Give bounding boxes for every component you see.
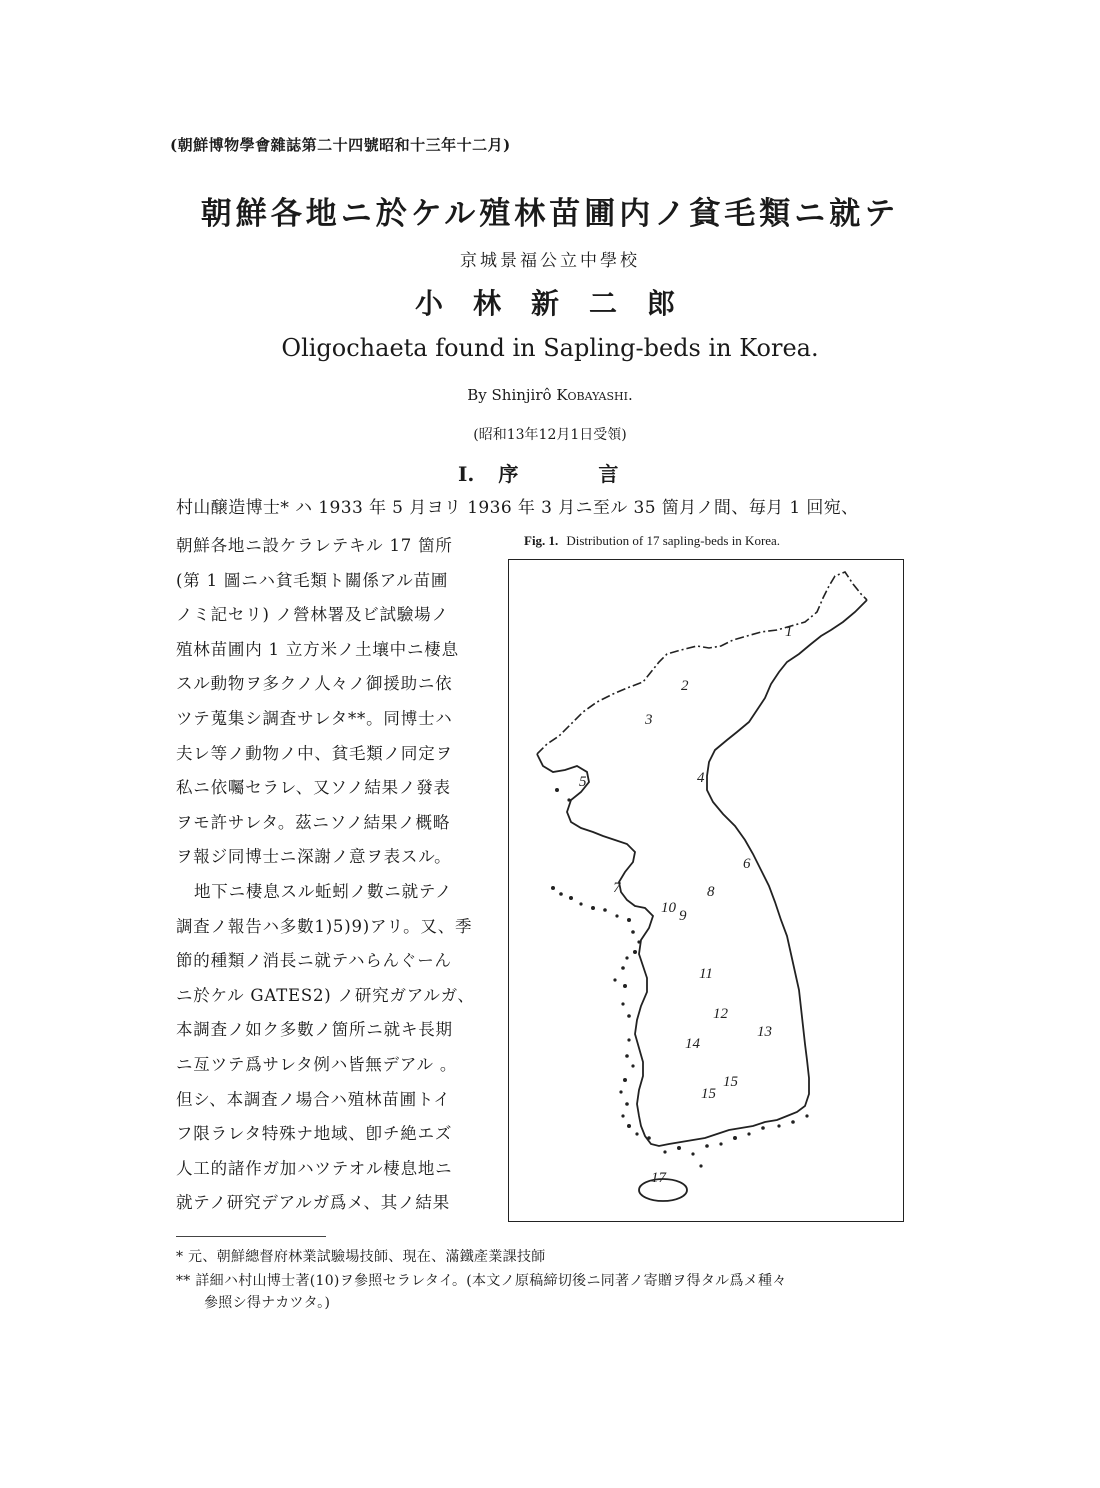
- section-title: 序言: [498, 462, 699, 486]
- journal-reference: (朝鮮博物學會雜誌第二十四號昭和十三年十二月): [170, 136, 511, 154]
- body-line: 朝鮮各地ニ設ケラレテキル 17 箇所: [176, 536, 453, 555]
- korea-map-figure: [508, 559, 904, 1222]
- figure-caption: [524, 533, 780, 549]
- author-name-japanese: 小林新二郎: [414, 287, 705, 320]
- site-label-3: 3: [645, 712, 653, 728]
- footnote-2: ** 詳細ハ村山博士著(10)ヲ參照セラレタイ。(本文ノ原稿締切後ニ同著ノ寄贈ヲ得タル爲メ種々: [176, 1273, 787, 1289]
- figure-caption-text: Distribution of 17 sapling-beds in Korea.: [566, 533, 781, 548]
- received-date: (昭和13年12月1日受領): [473, 427, 627, 443]
- body-line: ニ於ケル GATES2) ノ研究ガアルガ、: [176, 985, 475, 1005]
- section-number: I.: [458, 462, 475, 486]
- coastline: [537, 600, 867, 1146]
- body-line: 地下ニ棲息スル蚯蚓ノ數ニ就テノ: [194, 881, 453, 901]
- body-line: ニ亙ツテ爲サレタ例ハ皆無デアル 。: [176, 1054, 458, 1074]
- body-text-column: [176, 532, 506, 1224]
- site-label-17: 17: [651, 1170, 666, 1186]
- paper-title-english: Oligochaeta found in Sapling-beds in Korea.: [281, 334, 819, 362]
- body-line: 調査ノ報告ハ多數1)5)9)アリ。又、季: [176, 916, 473, 936]
- body-line: 人工的諸作ガ加ハツテオル棲息地ニ: [176, 1158, 453, 1178]
- body-line: 私ニ依囑セラレ、又ソノ結果ノ發表: [176, 778, 451, 798]
- site-label-12: 12: [713, 1006, 728, 1022]
- footnote-2-continued: 參照シ得ナカツタ。): [204, 1295, 331, 1311]
- author-affiliation: 京城景福公立中學校: [460, 251, 640, 271]
- body-line: ヲ報ジ同博士ニ深謝ノ意ヲ表スル。: [176, 847, 452, 867]
- western-islands: [551, 788, 809, 1168]
- body-line: ヲモ許サレタ。茲ニソノ結果ノ概略: [176, 812, 451, 832]
- body-line: 就テノ研究デアルガ爲メ、其ノ結果: [176, 1193, 450, 1213]
- body-first-line: 村山醸造博士* ハ 1933 年 5 月ヨリ 1936 年 3 月ニ至ル 35 箇月ノ間、毎月 1 回宛、: [176, 498, 859, 518]
- site-label-9: 9: [679, 908, 687, 924]
- body-line: 殖林苗圃内 1 立方米ノ土壤中ニ棲息: [176, 639, 459, 659]
- site-label-4: 4: [697, 770, 705, 786]
- author-surname: Kobayashi.: [556, 386, 633, 404]
- body-line: ノミ記セリ) ノ營林署及ビ試驗場ノ: [176, 605, 449, 625]
- site-label-13: 13: [757, 1024, 772, 1040]
- site-label-15b: 15: [723, 1074, 738, 1090]
- body-line: 節的種類ノ消長ニ就テハらんぐーん: [176, 951, 452, 971]
- author-name-english: [0, 386, 1100, 404]
- site-label-8: 8: [707, 884, 715, 900]
- footnote-1: * 元、朝鮮總督府林業試驗場技師、現在、滿鐵產業課技師: [176, 1249, 546, 1265]
- site-label-6: 6: [743, 856, 751, 872]
- author-by-line: By Shinjirô: [467, 386, 557, 404]
- paper-title-japanese: 朝鮮各地ニ於ケル殖林苗圃内ノ貧毛類ニ就テ: [200, 196, 900, 232]
- site-label-7: 7: [613, 880, 621, 896]
- site-label-2: 2: [681, 678, 689, 694]
- body-line: 本調査ノ如ク多數ノ箇所ニ就キ長期: [176, 1020, 453, 1040]
- body-line: (第 1 圖ニハ貧毛類ト關係アル苗圃: [176, 570, 449, 590]
- body-line: 夫レ等ノ動物ノ中、貧毛類ノ同定ヲ: [176, 743, 453, 763]
- site-label-1: 1: [785, 624, 793, 640]
- footnote-rule: [176, 1236, 326, 1237]
- site-label-15a: 15: [701, 1086, 716, 1102]
- site-label-11: 11: [699, 966, 713, 982]
- korea-map: [509, 560, 905, 1223]
- site-label-10: 10: [661, 900, 676, 916]
- body-line: フ限ラレタ特殊ナ地域、卽チ絶エズ: [176, 1124, 453, 1144]
- site-label-5: 5: [579, 774, 587, 790]
- section-heading: [458, 458, 698, 487]
- body-line: 但シ、本調査ノ場合ハ殖林苗圃トイ: [176, 1089, 451, 1109]
- body-line: スル動物ヲ多クノ人々ノ御援助ニ依: [176, 674, 453, 694]
- site-label-14: 14: [685, 1036, 700, 1052]
- northern-border: [537, 572, 867, 754]
- figure-label: Fig. 1.: [524, 533, 559, 548]
- body-line: ツテ蒐集シ調査サレタ**。同博士ハ: [176, 708, 453, 728]
